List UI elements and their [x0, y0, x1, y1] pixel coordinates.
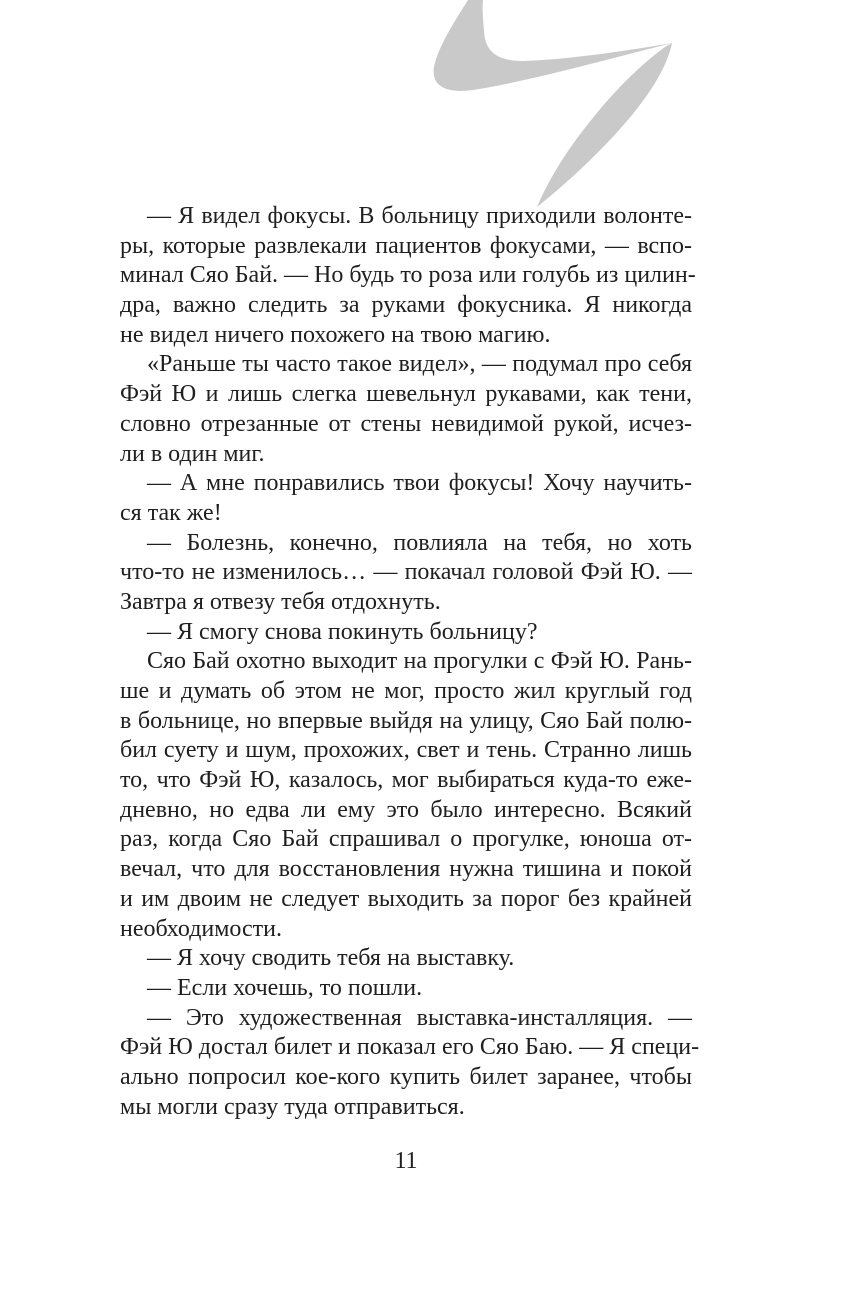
paragraph — [120, 350, 692, 469]
text-line: ально попросил кое-кого купить билет заранее, чтобы — [120, 1063, 692, 1090]
text-line: дра, важно следить за руками фокусника. Я никогда — [120, 292, 692, 319]
flourish-ornament — [425, 0, 675, 210]
text-line: «Раньше ты часто такое видел», — подумал про себя — [147, 351, 692, 378]
text-line: не видел ничего похожего на твою магию. — [120, 321, 551, 348]
paragraph — [120, 529, 692, 618]
text-line: в больнице, но впервые выйдя на улицу, Сяо Бай полю- — [120, 707, 692, 734]
text-line: раз, когда Сяо Бай спрашивал о прогулке, юноша от- — [120, 826, 692, 853]
page-number: 11 — [394, 1148, 418, 1174]
text-line: бил суету и шум, прохожих, свет и тень. Странно лишь — [120, 737, 692, 764]
text-line: — Я видел фокусы. В больницу приходили волонте- — [147, 203, 692, 229]
text-line: то, что Фэй Ю, казалось, мог выбираться куда-то еже- — [120, 767, 692, 794]
text-line: что-то не изменилось… — покачал головой Фэй Ю. — — [120, 559, 692, 586]
text-line: — Я смогу снова покинуть больницу? — [147, 618, 538, 645]
text-line: дневно, но едва ли ему это было интересно. Всякий — [120, 796, 692, 823]
text-line: Фэй Ю и лишь слегка шевельнул рукавами, как тени, — [120, 381, 692, 408]
text-line: Сяо Бай охотно выходит на прогулки с Фэй Ю. Рань- — [147, 648, 692, 675]
text-line: Завтра я отвезу тебя отдохнуть. — [120, 588, 441, 615]
paragraph — [120, 1004, 700, 1123]
text-line: мы могли сразу туда отправиться. — [120, 1093, 465, 1120]
paragraph — [120, 202, 696, 350]
paragraph — [120, 618, 692, 648]
text-line: ся так же! — [120, 499, 222, 526]
paragraph — [120, 647, 692, 944]
text-line: ры, которые развлекали пациентов фокусами, — вспо- — [120, 232, 692, 259]
text-line: и им двоим не следует выходить за порог без крайней — [120, 885, 692, 912]
text-line: — Я хочу сводить тебя на выставку. — [147, 945, 515, 972]
text-block — [120, 202, 700, 1122]
text-line: — А мне понравились твои фокусы! Хочу научить- — [147, 470, 692, 497]
text-line: необходимости. — [120, 915, 283, 942]
text-line: ли в один миг. — [120, 440, 265, 467]
text-line: — Болезнь, конечно, повлияла на тебя, но хоть — [147, 529, 692, 556]
text-line: минал Сяо Бай. — Но будь то роза или голубь из цилин- — [120, 262, 696, 289]
text-line: ше и думать об этом не мог, просто жил круглый год — [120, 678, 692, 704]
text-line: — Это художественная выставка-инсталляция. — — [147, 1004, 692, 1031]
text-line: Фэй Ю достал билет и показал его Сяо Баю. — Я специ- — [120, 1034, 700, 1061]
paragraph — [120, 944, 692, 974]
text-line: словно отрезанные от стены невидимой рукой, исчез- — [120, 410, 692, 437]
paragraph — [120, 974, 692, 1004]
text-line: вечал, что для восстановления нужна тишина и покой — [120, 856, 692, 883]
paragraph — [120, 469, 692, 528]
text-line: — Если хочешь, то пошли. — [147, 974, 423, 1001]
